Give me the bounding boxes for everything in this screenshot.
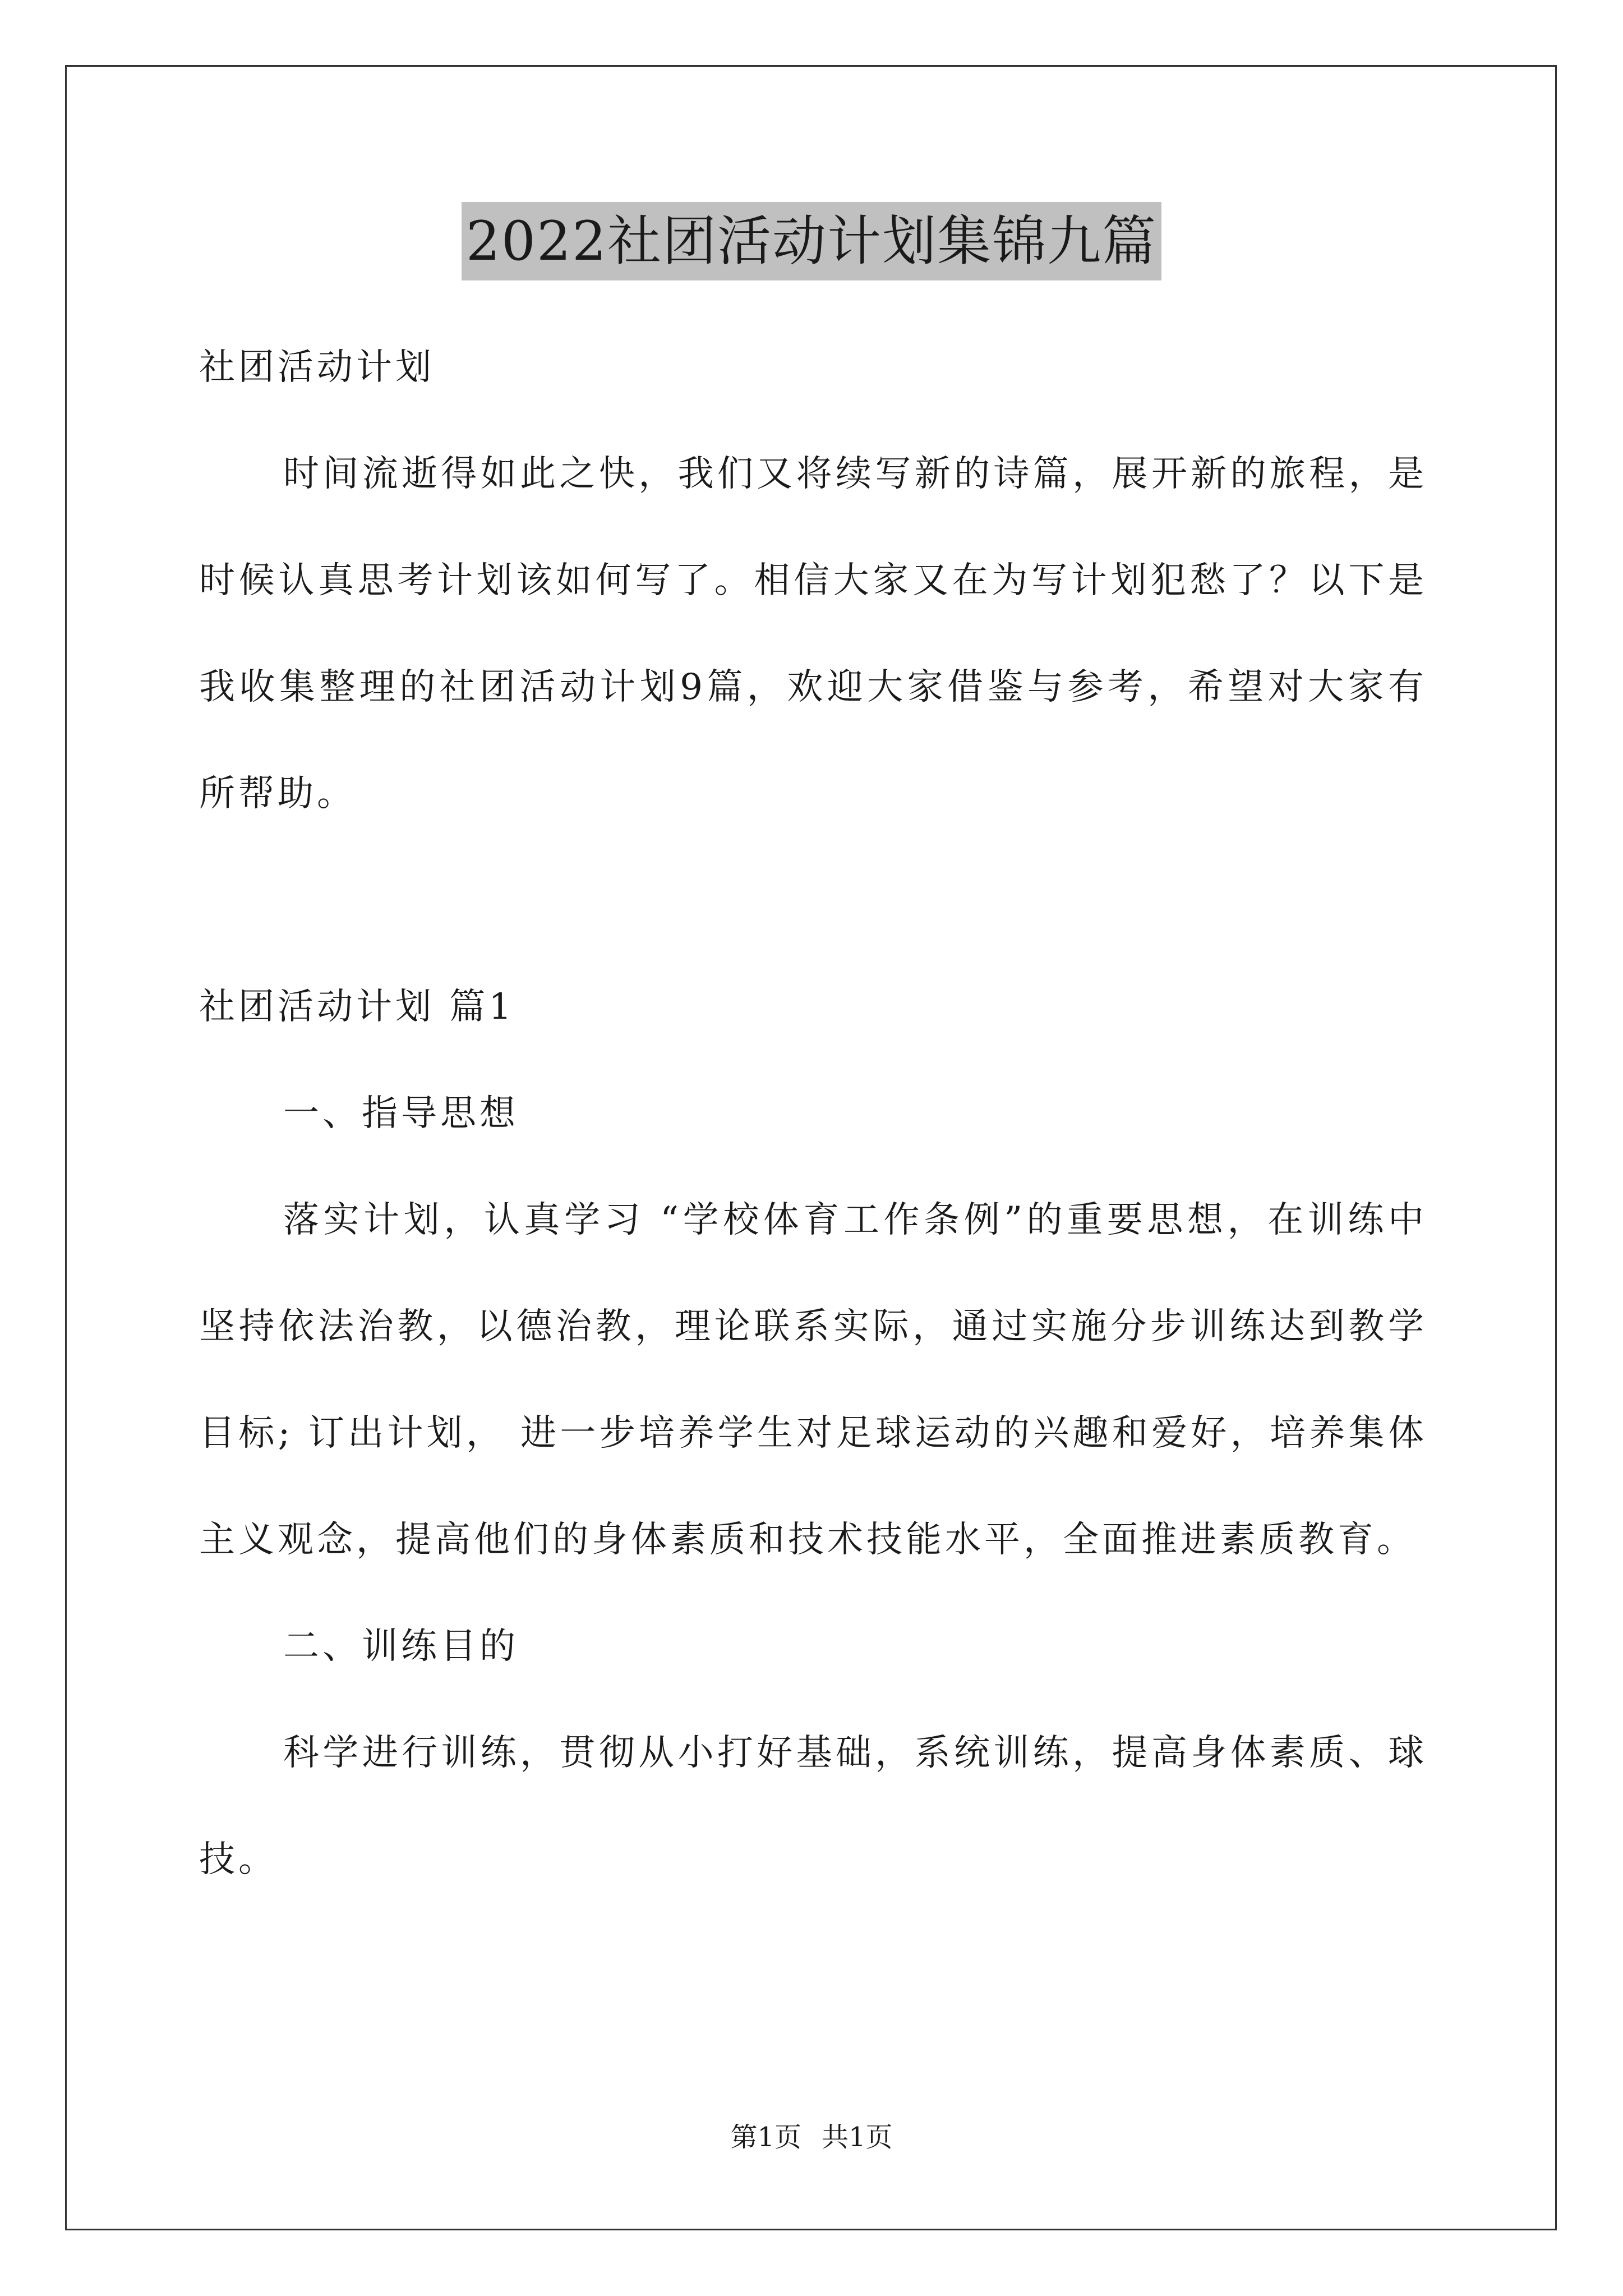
body-paragraph: 落实计划，认真学习 “学校体育工作条例”的重要思想，在训练中坚持依法治教，以德治教，理论联系实际，通过实施分步训练达到教学目标; 订出计划， 进一步培养学生对足球运动的兴趣和爱好，培养集体主义观念，提高他们的身体素质和技术技能水平，全面推进素质教育。: [199, 1199, 1427, 1561]
subheading-training-purpose: 二、训练目的: [283, 1626, 519, 1667]
intro-paragraph: 时间流逝得如此之快，我们又将续写新的诗篇，展开新的旅程，是时候认真思考计划该如何写了。相信大家又在为写计划犯愁了？以下是我收集整理的社团活动计划9篇，欢迎大家借鉴与参考，希望对大家有所帮助。: [199, 453, 1427, 815]
body-paragraph: 科学进行训练，贯彻从小打好基础，系统训练，提高身体素质、球技。: [199, 1732, 1427, 1880]
document-title: 2022社团活动计划集锦九篇: [462, 202, 1161, 280]
chapter-heading: 社团活动计划 篇1: [199, 986, 515, 1028]
subheading-guiding-ideology: 一、指导思想: [283, 1093, 519, 1134]
document-body: [199, 314, 1427, 1913]
title-container: [0, 202, 1623, 280]
page-total: 共1页: [822, 2122, 893, 2153]
page-footer: [0, 2120, 1623, 2154]
section-heading: 社团活动计划: [199, 347, 435, 388]
page-number: 第1页: [730, 2122, 801, 2153]
